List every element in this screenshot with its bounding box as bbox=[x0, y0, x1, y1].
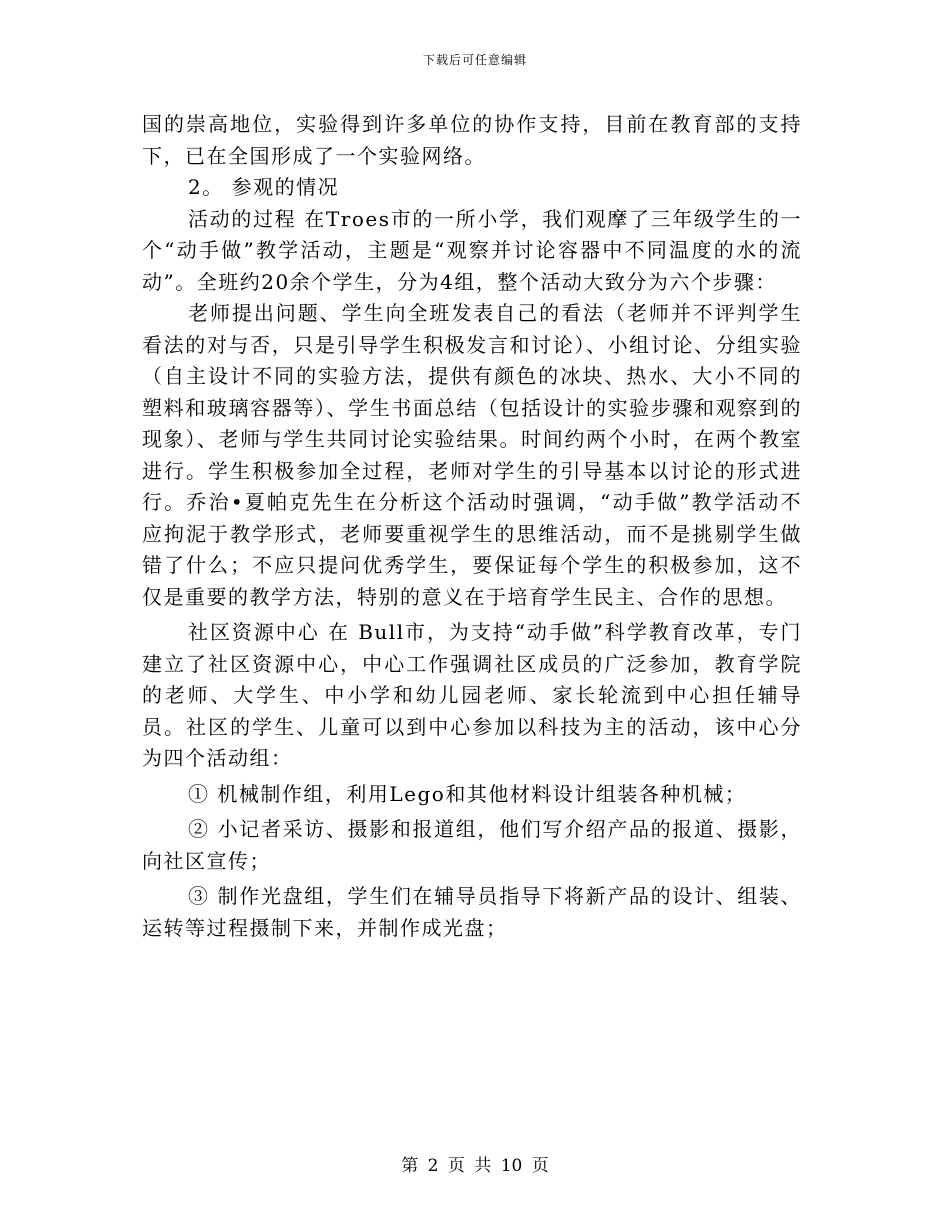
paragraph-community-center: 社区资源中心 在 Bull市，为支持“动手做”科学教育改革，专门建立了社区资源中心，中心工作强调社区成员的广泛参加，教育学院的老师、大学生、中小学和幼儿园老师、家长轮流到中心担任辅导员。社区的学生、儿童可以到中心参加以科技为主的活动，该中心分为四个活动组： bbox=[142, 620, 802, 770]
paragraph-activity-process: 活动的过程 在Troes市的一所小学，我们观摩了三年级学生的一个“动手做”教学活动，主题是“观察并讨论容器中不同温度的水的流动”。全班约20余个学生，分为4组，整个活动大致分为六个步骤： bbox=[142, 206, 802, 294]
list-item: ③ 制作光盘组，学生们在辅导员指导下将新产品的设计、组装、运转等过程摄制下来，并制作成光盘； bbox=[142, 884, 802, 940]
paragraph-activity-steps: 老师提出问题、学生向全班发表自己的看法（老师并不评判学生看法的对与否，只是引导学生积极发言和讨论）、小组讨论、分组实验（自主设计不同的实验方法，提供有颜色的冰块、热水、大小不同的塑料和玻璃容器等）、学生书面总结（包括设计的实验步骤和观察到的现象）、老师与学生共同讨论实验结果。时间约两个小时，在两个教室进行。学生积极参加全过程，老师对学生的引导基本以讨论的形式进行。乔治•夏帕克先生在分析这个活动时强调，“动手做”教学活动不应拘泥于教学形式，老师要重视学生的思维活动，而不是挑剔学生做错了什么；不应只提问优秀学生，要保证每个学生的积极参加，这不仅是重要的教学方法，特别的意义在于培育学生民主、合作的思想。 bbox=[142, 301, 802, 609]
section-heading: 2。 参观的情况 bbox=[188, 175, 340, 199]
page-number: 第 2 页 共 10 页 bbox=[401, 1156, 549, 1176]
page-header: 下载后可任意编辑 bbox=[422, 53, 527, 67]
list-item: ② 小记者采访、摄影和报道组，他们写介绍产品的报道、摄影，向社区宣传； bbox=[142, 817, 802, 873]
document-body bbox=[142, 109, 802, 944]
paragraph-continuation: 国的崇高地位，实验得到许多单位的协作支持，目前在教育部的支持下，已在全国形成了一个实验网络。 bbox=[142, 112, 802, 168]
list-item: ① 机械制作组，利用Lego和其他材料设计组装各种机械； bbox=[188, 781, 747, 806]
